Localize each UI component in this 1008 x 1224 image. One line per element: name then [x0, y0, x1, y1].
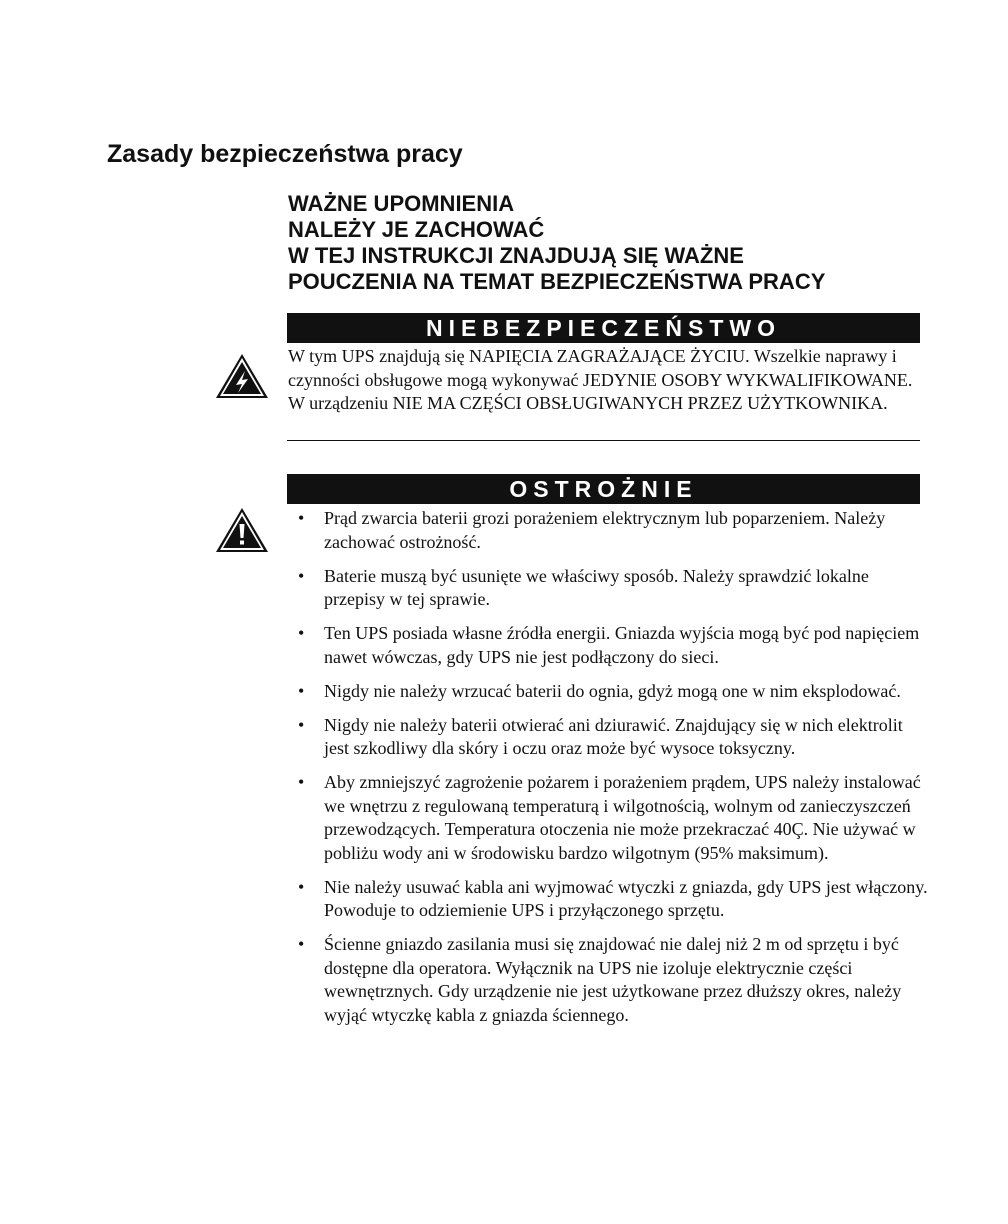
caution-item-text: Ten UPS posiada własne źródła energii. Gniazda wyjścia mogą być pod napięciem nawet wówczas, gdy UPS nie jest podłączony do sieci. — [324, 623, 920, 667]
danger-banner: NIEBEZPIECZEŃSTWO — [287, 313, 920, 343]
bullet: • — [298, 680, 305, 701]
bullet: • — [298, 772, 305, 792]
caution-item — [288, 565, 928, 612]
caution-item-text: Nigdy nie należy baterii otwierać ani dziurawić. Znajdujący się w nich elektrolit jest szkodliwy dla skóry i oczu oraz może być wysoce toksyczny. — [324, 714, 903, 758]
caution-item — [288, 507, 928, 554]
important-notice-heading — [288, 191, 825, 295]
notice-line: NALEŻY JE ZACHOWAĆ — [288, 217, 545, 242]
caution-item-text: Baterie muszą być usunięte we właściwy sposób. Należy sprawdzić lokalne przepisy w tej sprawie. — [324, 565, 869, 609]
caution-item-text: Prąd zwarcia baterii grozi porażeniem elektrycznym lub poparzeniem. Należy zachować ostrożność. — [324, 508, 886, 552]
caution-item-text: Ścienne gniazdo zasilania musi się znajdować nie dalej niż 2 m od sprzętu i być dostępne dla operatora. Wyłącznik na UPS nie izoluje elektrycznie części wewnętrznych. Gdy urządzenie nie jest użytkowane przez dłuższy okres, należy wyjąć wtyczkę kabla z gniazda ściennego. — [324, 934, 902, 1025]
bullet: • — [298, 623, 305, 643]
caution-item — [288, 714, 928, 761]
notice-line: WAŻNE UPOMNIENIA — [288, 191, 515, 216]
caution-item — [288, 622, 928, 669]
caution-item — [288, 876, 928, 923]
bullet: • — [298, 565, 305, 586]
caution-item-text: Nigdy nie należy wrzucać baterii do ognia, gdyż mogą one w nim eksplodować. — [324, 680, 901, 701]
notice-line: POUCZENIA NA TEMAT BEZPIECZEŃSTWA PRACY — [288, 269, 826, 294]
notice-line: W TEJ INSTRUKCJI ZNAJDUJĄ SIĘ WAŻNE — [288, 243, 744, 268]
caution-banner: OSTROŻNIE — [287, 474, 920, 504]
page-title: Zasady bezpieczeństwa pracy — [107, 140, 463, 168]
bullet: • — [298, 876, 305, 897]
caution-list — [288, 507, 928, 1038]
bullet: • — [298, 714, 305, 735]
danger-text: W tym UPS znajdują się NAPIĘCIA ZAGRAŻAJĄCE ŻYCIU. Wszelkie naprawy i czynności obsługowe mogą wykonywać JEDYNIE OSOBY WYKWALIFIKOWANE. W urządzeniu NIE MA CZĘŚCI OBSŁUGIWANYCH PRZEZ UŻYTKOWNIKA. — [288, 346, 913, 413]
caution-item — [288, 933, 928, 1027]
caution-item — [288, 771, 928, 865]
bullet: • — [298, 934, 305, 954]
caution-item — [288, 680, 928, 704]
divider — [287, 440, 920, 441]
high-voltage-warning-icon — [214, 352, 270, 400]
exclamation-warning-icon — [214, 506, 270, 554]
bullet: • — [298, 508, 305, 528]
caution-item-text: Nie należy usuwać kabla ani wyjmować wtyczki z gniazda, gdy UPS jest włączony. Powoduje to odziemienie UPS i przyłączonego sprzętu. — [324, 876, 928, 920]
caution-item-text: Aby zmniejszyć zagrożenie pożarem i porażeniem prądem, UPS należy instalować we wnętrzu z regulowaną temperaturą i wilgotnością, wolnym od zanieczyszczeń przewodzących. Temperatura otoczenia nie może przekraczać 40Ç. Nie używać w pobliżu wody ani w środowisku bardzo wilgotnym (95% maksimum). — [324, 772, 921, 863]
